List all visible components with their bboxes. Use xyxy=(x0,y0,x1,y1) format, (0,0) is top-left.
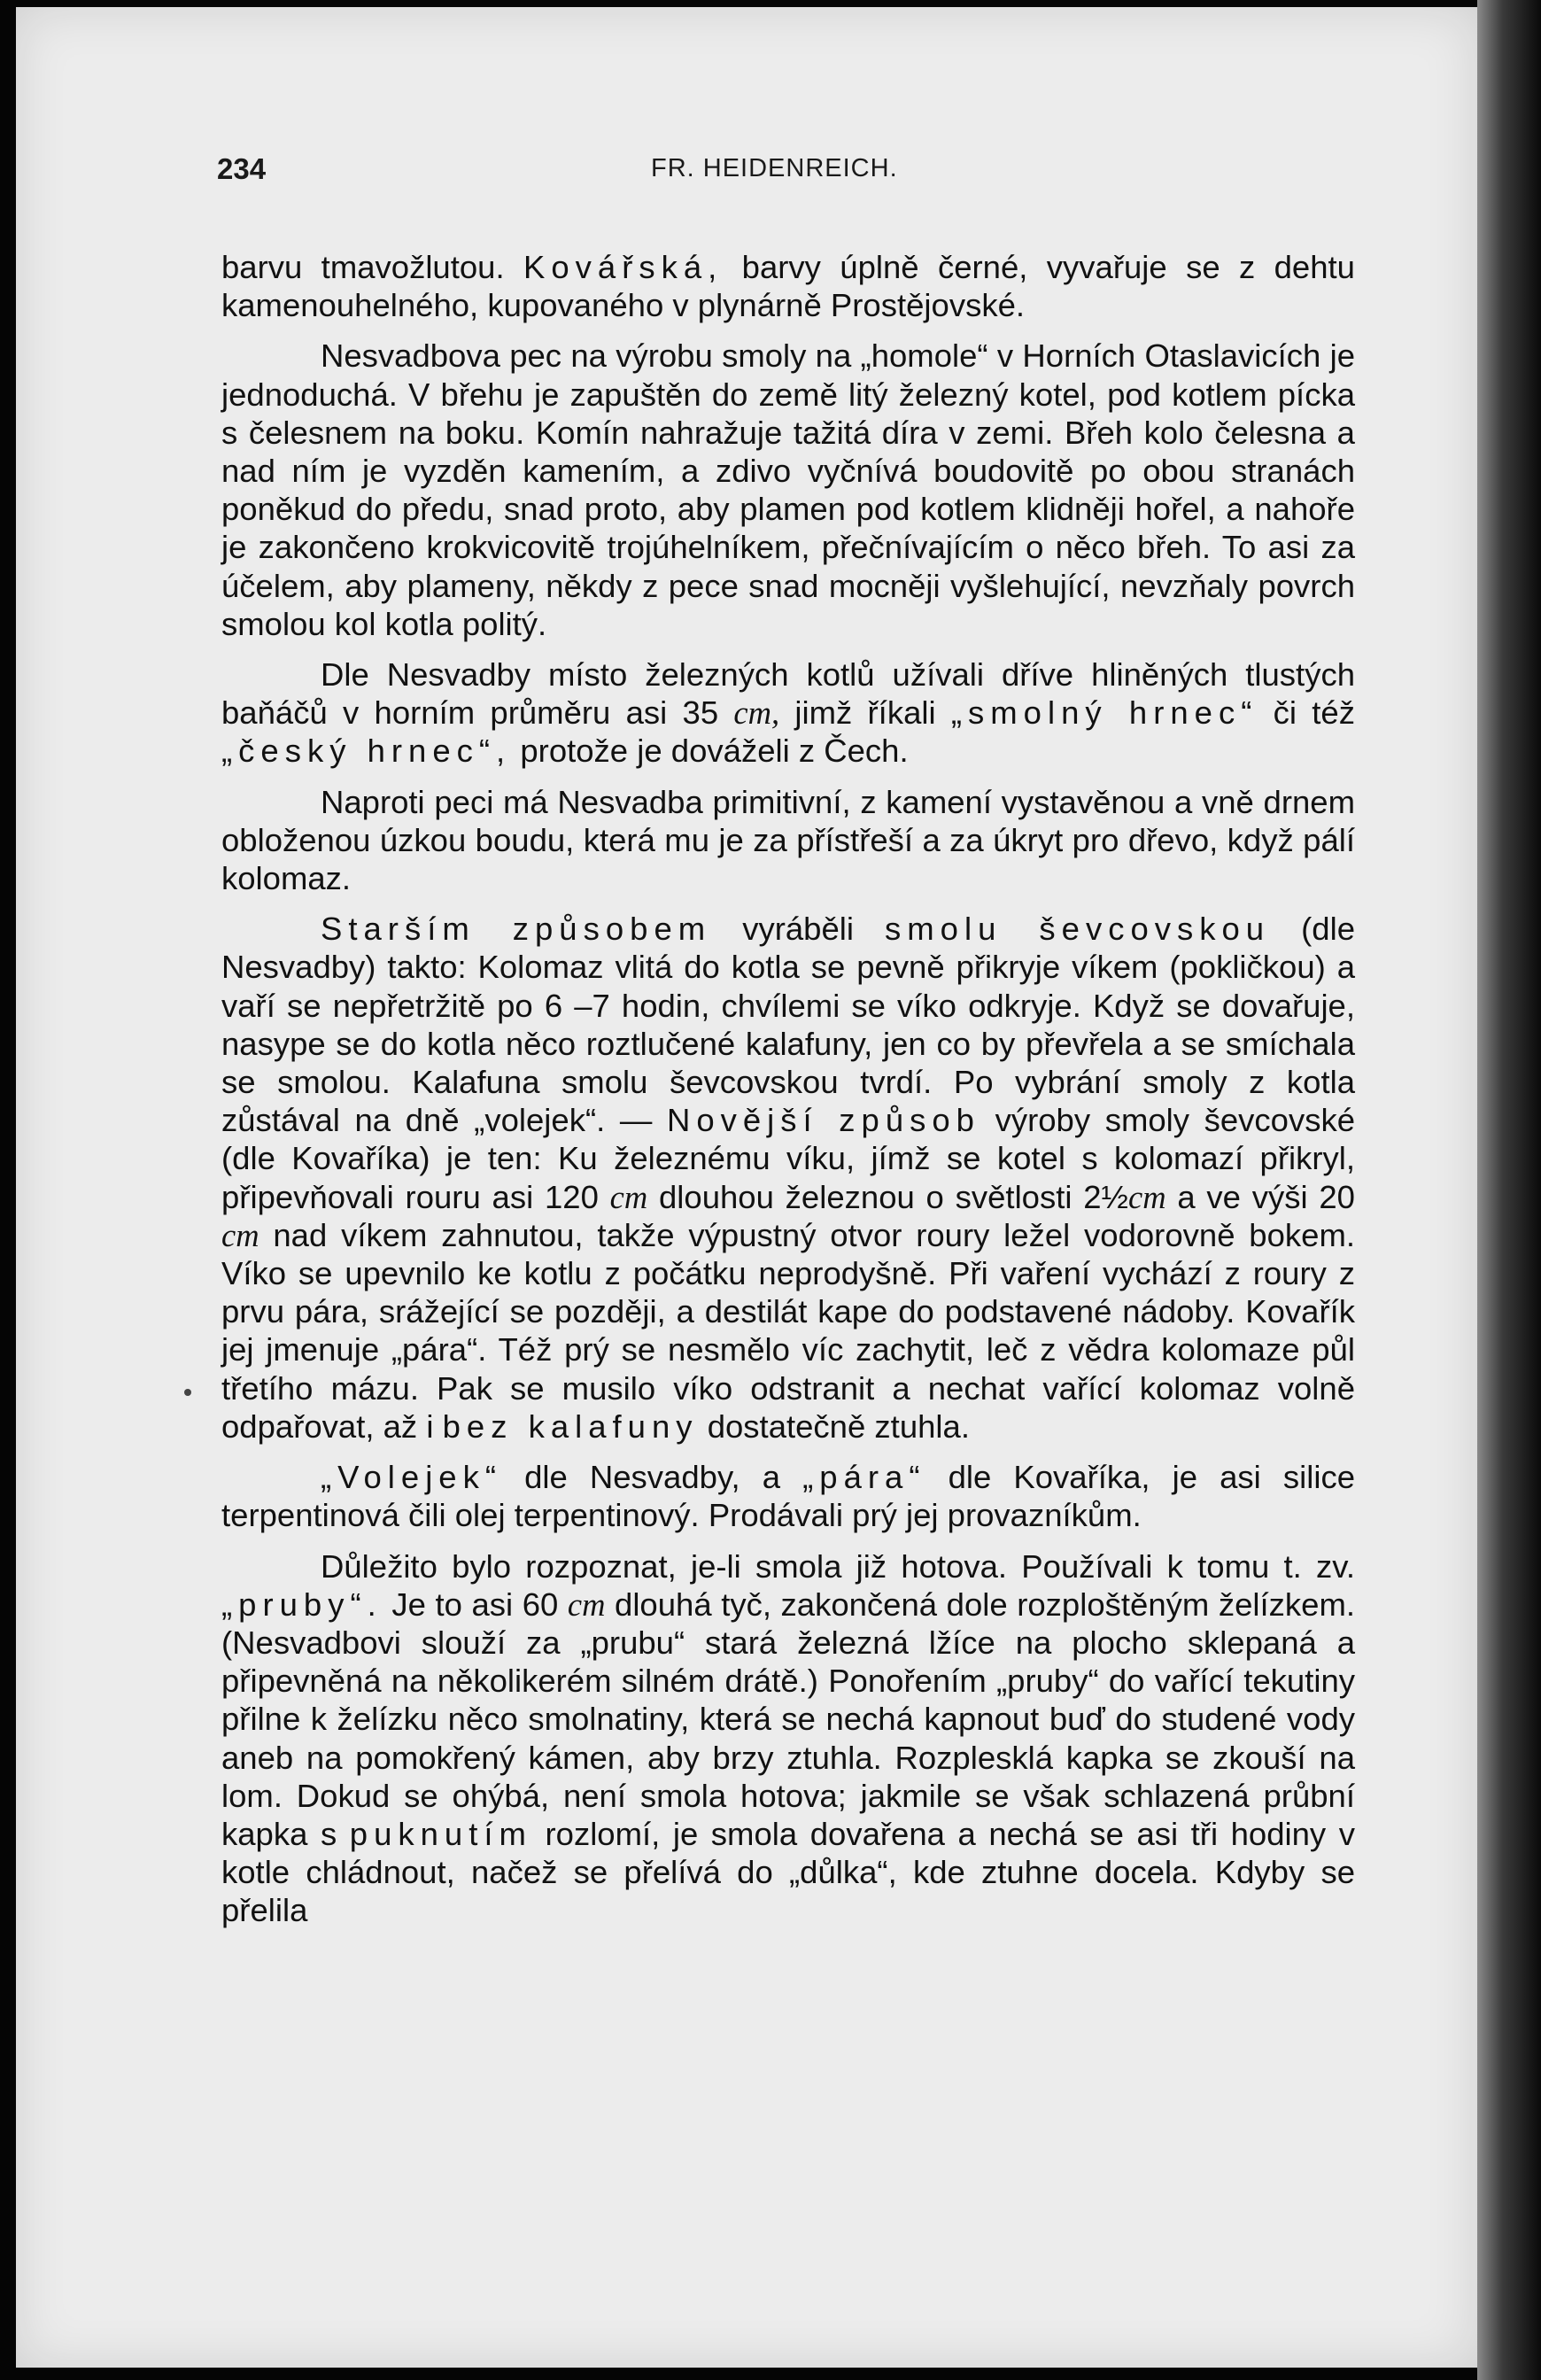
text-run: či též xyxy=(1273,694,1355,732)
paragraph-7 xyxy=(221,1547,1355,1930)
spaced-term: Novější způsob xyxy=(666,1102,980,1139)
spaced-term: „pára“ xyxy=(802,1459,926,1496)
text-run: jimž říkali xyxy=(794,694,936,732)
spaced-term: Kovářská, xyxy=(523,249,724,285)
page-number: 234 xyxy=(217,152,267,185)
unit-italic: cm xyxy=(609,1178,648,1215)
page-edge-shadow xyxy=(1477,0,1541,2380)
paragraph-3 xyxy=(221,655,1355,771)
spaced-term: „smolný hrnec“ xyxy=(950,694,1258,732)
text-run: a ve výši 20 xyxy=(1177,1178,1355,1215)
text-run: vyráběli xyxy=(742,911,854,948)
unit-italic: cm xyxy=(221,1216,259,1253)
spaced-term: „Volejek“ xyxy=(321,1459,503,1496)
text-run: dle Nesvadby, a xyxy=(524,1459,781,1496)
text-run: nad víkem zahnutou, takže výpustný otvor roury ležel vodorovně bokem. Víko se upevnilo ke kotlu z počátku neprodyšně. Při vaření vychází z roury z prvu pára, srážející se později, a destilát kape do podstavené nádoby. Kovařík jej jmenuje „pára“. Též prý se nesmělo víc zachytit, leč z vědra kolomaze půl třetího mázu. Pak se musilo víko odstranit a nechat vařící kolomaz volně odpařovat, až i xyxy=(221,1216,1355,1445)
margin-speck xyxy=(184,1389,191,1396)
spaced-term: bez kalafuny xyxy=(442,1407,699,1445)
paragraph-4 xyxy=(221,783,1355,898)
spaced-term: puknutím xyxy=(349,1815,532,1852)
spaced-term: smolu ševcovskou xyxy=(885,911,1271,948)
text-run: Nesvadbova pec na výrobu smoly na „homole“ v Horních Otaslavicích je jednoduchá. V břehu je zapuštěn do země litý železný kotel, pod kotlem pícka s čelesnem na boku. Komín nahražuje tažitá díra v zemi. Břeh kolo čelesna a nad ním je vyzděn kamením, a zdivo vyčnívá boudovitě po obou stranách poněkud do předu, snad proto, aby plamen pod kotlem klidněji hořel, a nahoře je zakončeno krokvicovitě trojúhelníkem, přečnívajícím o něco břeh. To asi za účelem, aby plameny, někdy z pece snad mocněji vyšlehující, nevzňaly povrch smolou kol kotla politý. xyxy=(221,337,1355,642)
text-run: dle Kovaříka, je asi silice terpentinová čili olej terpentinový. Prodávali prý jej provazníkům. xyxy=(221,1459,1355,1534)
text-run: barvy úplně černé, vyvařuje se z dehtu kamenouhelného, kupovaného v plynárně Prostějovské. xyxy=(221,249,1355,324)
text-run: Důležito bylo rozpoznat, je-li smola již hotova. Používali k tomu t. zv. xyxy=(321,1547,1355,1585)
text-run: Naproti peci má Nesvadba primitivní, z kamení vystavěnou a vně drnem obloženou úzkou boudu, která mu je za přístřeší a za úkryt pro dřevo, když pálí kolomaz. xyxy=(221,783,1355,897)
spaced-term: „pruby“. xyxy=(221,1585,383,1623)
paragraph-5 xyxy=(221,910,1355,1446)
text-run: barvu tmavožlutou. xyxy=(221,249,505,285)
page-header xyxy=(217,152,1359,197)
text-run: (dle Nesvadby) takto: Kolomaz vlitá do kotla se pevně přikryje víkem (pokličkou) a vaří se nepřetržitě po 6 –7 hodin, chvílemi se víko odkryje. Když se dovařuje, nasype se do kotla něco roztlučené kalafuny, jen co by převřela a se smíchala se smolou. Kalafuna smolu ševcovskou tvrdí. Po vybrání smoly z kotla zůstával na dně „volejek“. — xyxy=(221,911,1356,1139)
text-run: protože je dováželi z Čech. xyxy=(520,733,909,770)
paragraph-2 xyxy=(221,337,1355,643)
paragraph-1 xyxy=(221,248,1355,324)
text-run: rozlomí, je smola dovařena a nechá se asi tři hodiny v kotle chládnout, načež se přelívá do „důlka“, kde ztuhne docela. Kdyby se přelila xyxy=(221,1815,1355,1929)
unit-italic: cm, xyxy=(733,694,780,732)
spaced-term: Starším způsobem xyxy=(321,911,712,948)
text-run: dostatečně ztuhla. xyxy=(707,1407,970,1445)
unit-italic: cm xyxy=(567,1585,606,1623)
text-run: dlouhá tyč, zakončená dole rozploštěným želízkem. (Nesvadbovi slouží za „prubu“ stará železná lžíce na plocho sklepaná a připevněná na několikerém silném drátě.) Ponořením „pruby“ do vařící tekutiny přilne k želízku něco smolnatiny, která se nechá kapnout buď do studené vody aneb na pomokřený kámen, aby brzy ztuhla. Rozplesklá kapka se zkouší na lom. Dokud se ohýbá, není smola hotova; jakmile se však schlazená průbní kapka s xyxy=(221,1585,1355,1852)
paragraph-6 xyxy=(221,1458,1355,1534)
text-run: dlouhou železnou o světlosti 2½ xyxy=(659,1178,1128,1215)
text-run: výroby smoly ševcovské (dle Kovaříka) je ten: Ku železnému víku, jímž se kotel s kolomazí přikryl, připevňovali rouru asi 120 xyxy=(221,1102,1356,1215)
spaced-term: „český hrnec“, xyxy=(221,733,512,770)
text-run: Je to asi 60 xyxy=(391,1585,559,1623)
running-head: FR. HEIDENREICH. xyxy=(651,154,898,182)
text-run: Dle Nesvadby místo železných kotlů užívali dříve hliněných tlustých baňáčů v horním průměru asi 35 xyxy=(221,656,1355,732)
unit-italic: cm xyxy=(1128,1178,1166,1215)
body-text xyxy=(221,248,1355,1942)
